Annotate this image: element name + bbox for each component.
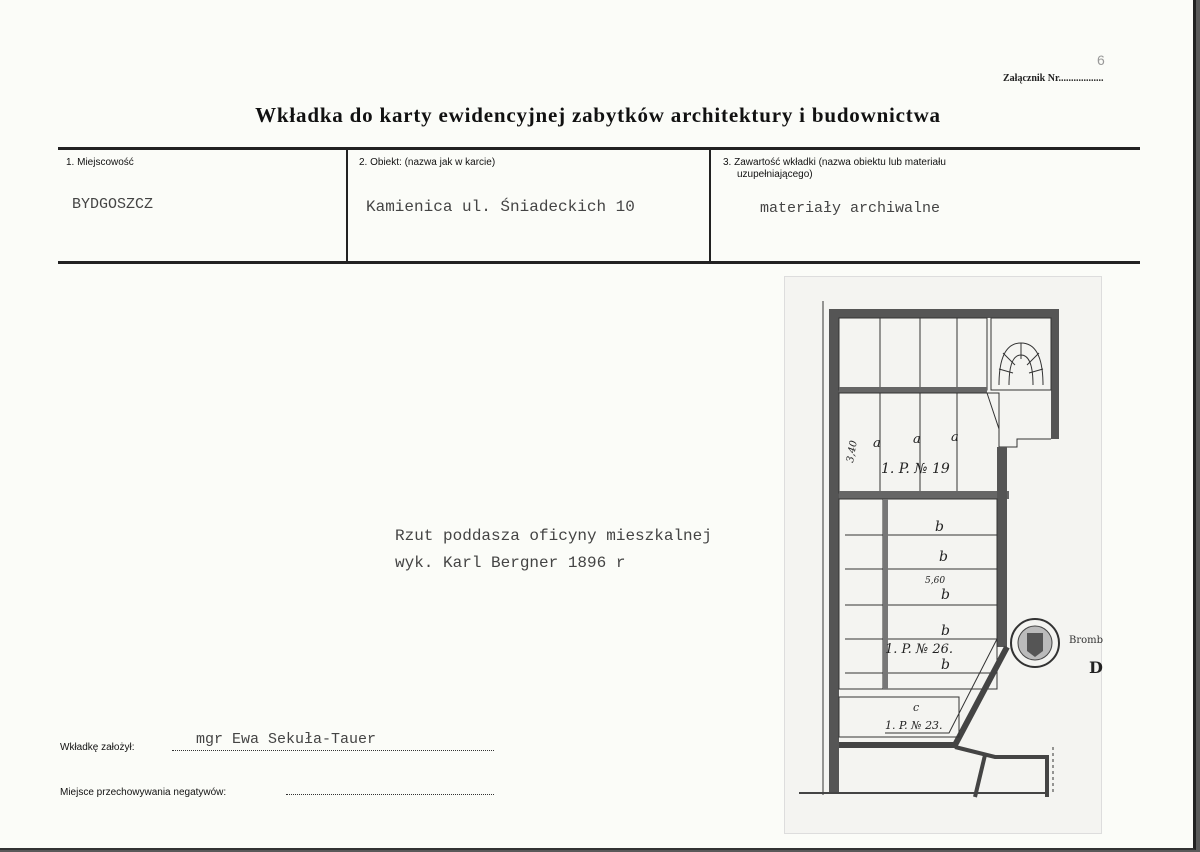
annex-dots: .................. [1058,73,1104,84]
content-value: materiały archiwalne [760,200,941,217]
storage-dotted-line [286,794,494,795]
plan-left-wall [829,309,839,793]
plan-room-b-4: b [941,623,950,639]
locality-label: 1. Miejscowość [66,157,134,168]
plan-wall-band-1 [839,387,987,393]
plan-room-upper [839,318,987,390]
plan-room-26 [839,499,997,689]
plan-room-a-1: a [873,436,881,451]
locality-value: BYDGOSZCZ [72,196,154,213]
plan-stair-step-5 [1029,369,1043,373]
caption [395,523,712,577]
table-divider-1 [346,149,348,262]
annex-label-text: Załącznik Nr [1003,73,1059,84]
object-label: 2. Obiekt: (nazwa jak w karcie) [359,157,496,168]
plan-room-b-3: b [941,587,950,603]
plan-stair-step-2 [1003,353,1015,365]
plan-room-label-1: 1. P. № 19 [881,461,950,477]
plan-stair-step-4 [1027,353,1039,365]
plan-room-a-3: a [951,430,959,445]
plan-stamp [1011,619,1059,667]
plan-room-c: c [913,701,920,714]
plan-chimney-step [987,393,1051,447]
plan-room-b-2: b [939,549,948,565]
plan-room-b-1: b [935,519,944,535]
annex-label [1003,73,1103,84]
plan-dimension-2: 5,60 [925,576,946,586]
page-number: 6 [1097,52,1105,68]
author-dotted-line [172,750,494,751]
plan-dimension-1: 3,40 [845,439,860,464]
plan-stair-step-1 [999,369,1013,373]
plan-room-label-2: 1. P. № 26. [885,642,954,657]
plan-bottom-annex [955,747,1047,797]
plan-wall-band-3 [883,499,888,689]
floor-plan-photo [784,276,1102,834]
author-label: Wkładkę założył: [60,742,135,753]
page-title: Wkładka do karty ewidencyjnej zabytków architektury i budownictwa [255,103,941,127]
plan-right-lower-wall [997,447,1007,647]
storage-label: Miejsce przechowywania negatywów: [60,787,227,798]
content-label-line1: 3. Zawartość wkładki (nazwa obiektu lub materiału [723,157,946,168]
floor-plan-drawing [785,277,1104,833]
table-bottom-rule [58,261,1140,264]
plan-room-label-3: 1. P. № 23. [885,719,943,732]
plan-wall-band-2 [839,491,1009,499]
plan-right-upper-wall [1051,309,1059,439]
author-value: mgr Ewa Sekuła-Tauer [196,731,377,748]
plan-stair-curve-inner [1009,355,1033,385]
caption-line-1: Rzut poddasza oficyny mieszkalnej [395,527,712,545]
caption-line-2: wyk. Karl Bergner 1896 r [395,554,626,572]
plan-stamp-text: Bromb [1069,635,1104,646]
object-value: Kamienica ul. Śniadeckich 10 [366,198,635,216]
plan-top-wall [829,309,1057,318]
table-divider-2 [709,149,711,262]
content-label-line2: uzupełniającego) [737,169,813,180]
plan-stamp-letter: D [1089,658,1103,677]
plan-room-a-2: a [913,432,921,447]
table-top-rule [58,147,1140,150]
plan-room-b-5: b [941,657,950,673]
